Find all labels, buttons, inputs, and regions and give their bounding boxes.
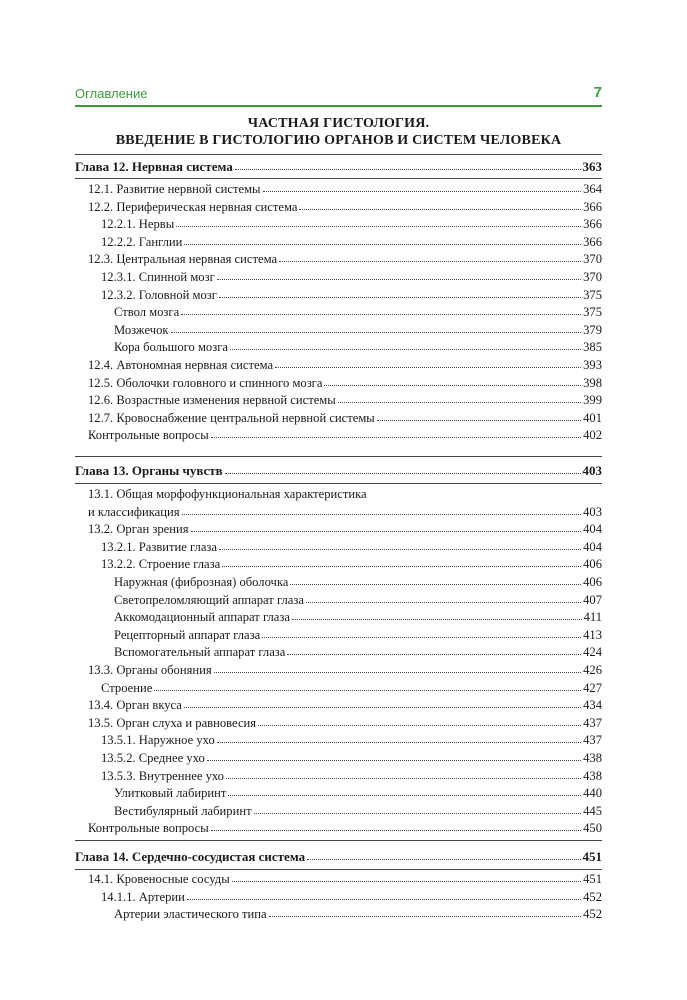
chapter-title: Глава 13. Органы чувств xyxy=(75,463,223,478)
toc-entry[interactable]: Ствол мозга 375 xyxy=(114,305,602,320)
toc-entry[interactable]: Рецепторный аппарат глаза 413 xyxy=(114,627,602,642)
chapter-14 xyxy=(75,848,602,866)
chapter-heading[interactable] xyxy=(75,462,602,480)
part-title xyxy=(75,115,602,149)
toc-entry[interactable]: Контрольные вопросы 450 xyxy=(88,821,602,836)
dot-leader xyxy=(307,848,580,860)
chapter-12 xyxy=(75,158,602,176)
divider xyxy=(75,456,602,457)
header-rule xyxy=(75,105,602,107)
toc-entry[interactable]: 13.5. Орган слуха и равновесия 437 xyxy=(88,715,602,730)
page-number: 7 xyxy=(593,84,602,101)
toc-entry[interactable]: 12.4. Автономная нервная система 393 xyxy=(88,357,602,372)
toc-entry[interactable]: Кора большого мозга 385 xyxy=(114,340,602,355)
divider xyxy=(75,154,602,155)
toc-entry[interactable]: 12.6. Возрастные изменения нервной системы 399 xyxy=(88,393,602,408)
divider xyxy=(75,483,602,484)
toc-entry[interactable]: 13.5.2. Среднее ухо 438 xyxy=(101,750,602,765)
toc-entry[interactable]: 12.7. Кровоснабжение центральной нервной системы 401 xyxy=(88,410,602,425)
section-title: Оглавление xyxy=(75,86,148,101)
toc-entry-first-line[interactable]: 13.1. Общая морфофункциональная характеристика xyxy=(88,487,367,501)
toc-entry[interactable]: 14.1.1. Артерии 452 xyxy=(101,889,602,904)
toc-entry[interactable]: 13.3. Органы обоняния 426 xyxy=(88,662,602,677)
toc-entry[interactable]: Наружная (фиброзная) оболочка 406 xyxy=(114,574,602,589)
toc-entry[interactable]: 13.5.1. Наружное ухо 437 xyxy=(101,733,602,748)
toc-entry[interactable]: 14.1. Кровеносные сосуды 451 xyxy=(88,872,602,886)
divider xyxy=(75,840,602,841)
toc-entry[interactable]: Контрольные вопросы 402 xyxy=(88,428,602,443)
toc-entry[interactable]: Улитковый лабиринт 440 xyxy=(114,786,602,801)
toc-entry[interactable]: 12.1. Развитие нервной системы 364 xyxy=(88,182,602,196)
chapter-page: 451 xyxy=(582,849,602,864)
toc-entry[interactable]: Вспомогательный аппарат глаза 424 xyxy=(114,645,602,660)
chapter-title: Глава 12. Нервная система xyxy=(75,159,233,174)
toc-entry[interactable]: 13.2.2. Строение глаза 406 xyxy=(101,557,602,572)
toc-entry[interactable]: 12.3.2. Головной мозг 375 xyxy=(101,287,602,302)
toc-entry[interactable]: 12.3.1. Спинной мозг 370 xyxy=(101,269,602,284)
toc-entry[interactable]: 13.2. Орган зрения 404 xyxy=(88,522,602,537)
chapter-14-entries xyxy=(75,871,602,924)
toc-entry[interactable]: и классификация 403 xyxy=(88,504,602,519)
chapter-title: Глава 14. Сердечно-сосудистая система xyxy=(75,849,306,864)
toc-entry[interactable]: 13.4. Орган вкуса 434 xyxy=(88,698,602,713)
toc-entry[interactable]: 12.3. Центральная нервная система 370 xyxy=(88,252,602,267)
toc-entry[interactable]: Вестибулярный лабиринт 445 xyxy=(114,803,602,818)
part-title-line-1: ЧАСТНАЯ ГИСТОЛОГИЯ. xyxy=(247,116,430,131)
chapter-page: 363 xyxy=(582,159,602,174)
part-title-line-2: ВВЕДЕНИЕ В ГИСТОЛОГИЮ ОРГАНОВ И СИСТЕМ ЧЕЛОВЕКА xyxy=(115,133,562,148)
toc-entry[interactable]: 12.2.1. Нервы 366 xyxy=(101,217,602,232)
toc-entry[interactable]: 12.2. Периферическая нервная система 366 xyxy=(88,199,602,214)
chapter-13 xyxy=(75,462,602,480)
dot-leader xyxy=(235,158,581,170)
toc-entry[interactable]: 12.2.2. Ганглии 366 xyxy=(101,234,602,249)
chapter-heading[interactable] xyxy=(75,848,602,866)
toc-entry[interactable]: Мозжечок 379 xyxy=(114,322,602,337)
chapter-13-entries xyxy=(75,486,602,838)
toc-entry[interactable]: Артерии эластического типа 452 xyxy=(114,907,602,922)
running-header xyxy=(75,84,602,104)
toc-entry[interactable]: Светопреломляющий аппарат глаза 407 xyxy=(114,592,602,607)
chapter-page: 403 xyxy=(582,463,602,478)
toc-entry[interactable]: 12.5. Оболочки головного и спинного мозга 398 xyxy=(88,375,602,390)
toc-entry[interactable]: Аккомодационный аппарат глаза 411 xyxy=(114,610,602,625)
chapter-heading[interactable] xyxy=(75,158,602,176)
toc-entry[interactable]: 13.5.3. Внутреннее ухо 438 xyxy=(101,768,602,783)
divider xyxy=(75,178,602,179)
chapter-12-entries xyxy=(75,181,602,445)
toc-entry[interactable]: 13.2.1. Развитие глаза 404 xyxy=(101,539,602,554)
toc-entry[interactable]: Строение 427 xyxy=(101,680,602,695)
dot-leader xyxy=(225,462,581,474)
